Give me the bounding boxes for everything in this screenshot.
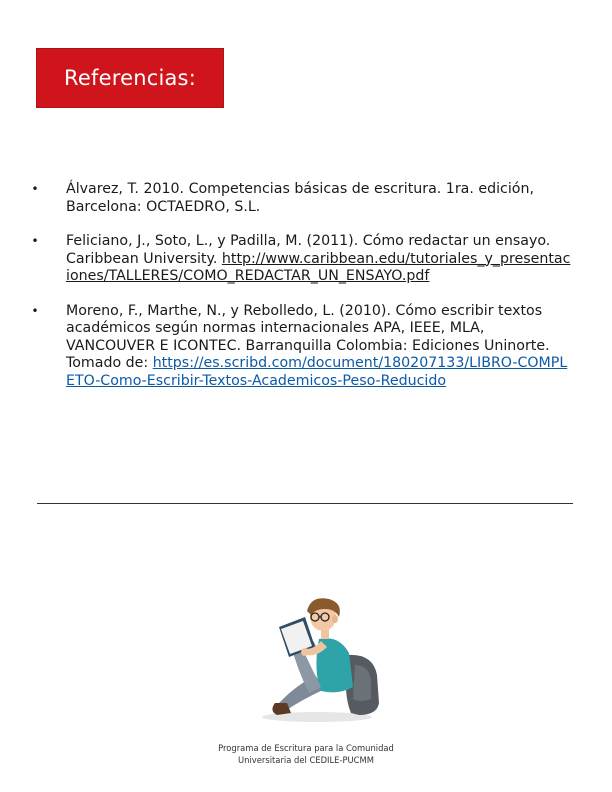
reference-text: Feliciano, J., Soto, L., y Padilla, M. (2011). Cómo redactar un ensayo. Caribbean University.: [66, 233, 551, 267]
footer-line: Universitaria del CEDILE-PUCMM: [238, 755, 374, 765]
bullet-icon: •: [31, 182, 39, 196]
bullet-icon: •: [31, 303, 39, 318]
footer: [206, 742, 406, 766]
reference-link[interactable]: http://www.caribbean.edu/tutoriales_y_presentaciones/TALLERES/COMO_REDACTAR_UN_ENSAYO.pdf: [66, 250, 571, 284]
reference-item: [28, 303, 573, 391]
reference-text: Moreno, F., Marthe, N., y Rebolledo, L. (2010). Cómo escribir textos académicos según normas internacionales APA, IEEE, MLA, VANCOUVER E ICONTEC. Barranquilla Colombia: Ediciones Uninorte. Tomado de:: [66, 302, 550, 371]
title-banner: [37, 49, 223, 107]
bullet-icon: •: [31, 234, 39, 248]
section-divider: [37, 503, 573, 504]
page-title: Referencias:: [64, 66, 196, 90]
reference-item: [28, 181, 573, 216]
reference-link[interactable]: https://es.scribd.com/document/180207133/LIBRO-COMPLETO-Como-Escribir-Textos-Academicos-Peso-Reducido: [66, 355, 568, 389]
reference-text: Álvarez, T. 2010. Competencias básicas de escritura. 1ra. edición, Barcelona: OCTAEDRO, S.L.: [66, 181, 534, 215]
footer-line: Programa de Escritura para la Comunidad: [218, 743, 394, 753]
student-reading-illustration: [255, 595, 385, 725]
references-list: [28, 181, 573, 407]
reference-item: [28, 233, 573, 286]
